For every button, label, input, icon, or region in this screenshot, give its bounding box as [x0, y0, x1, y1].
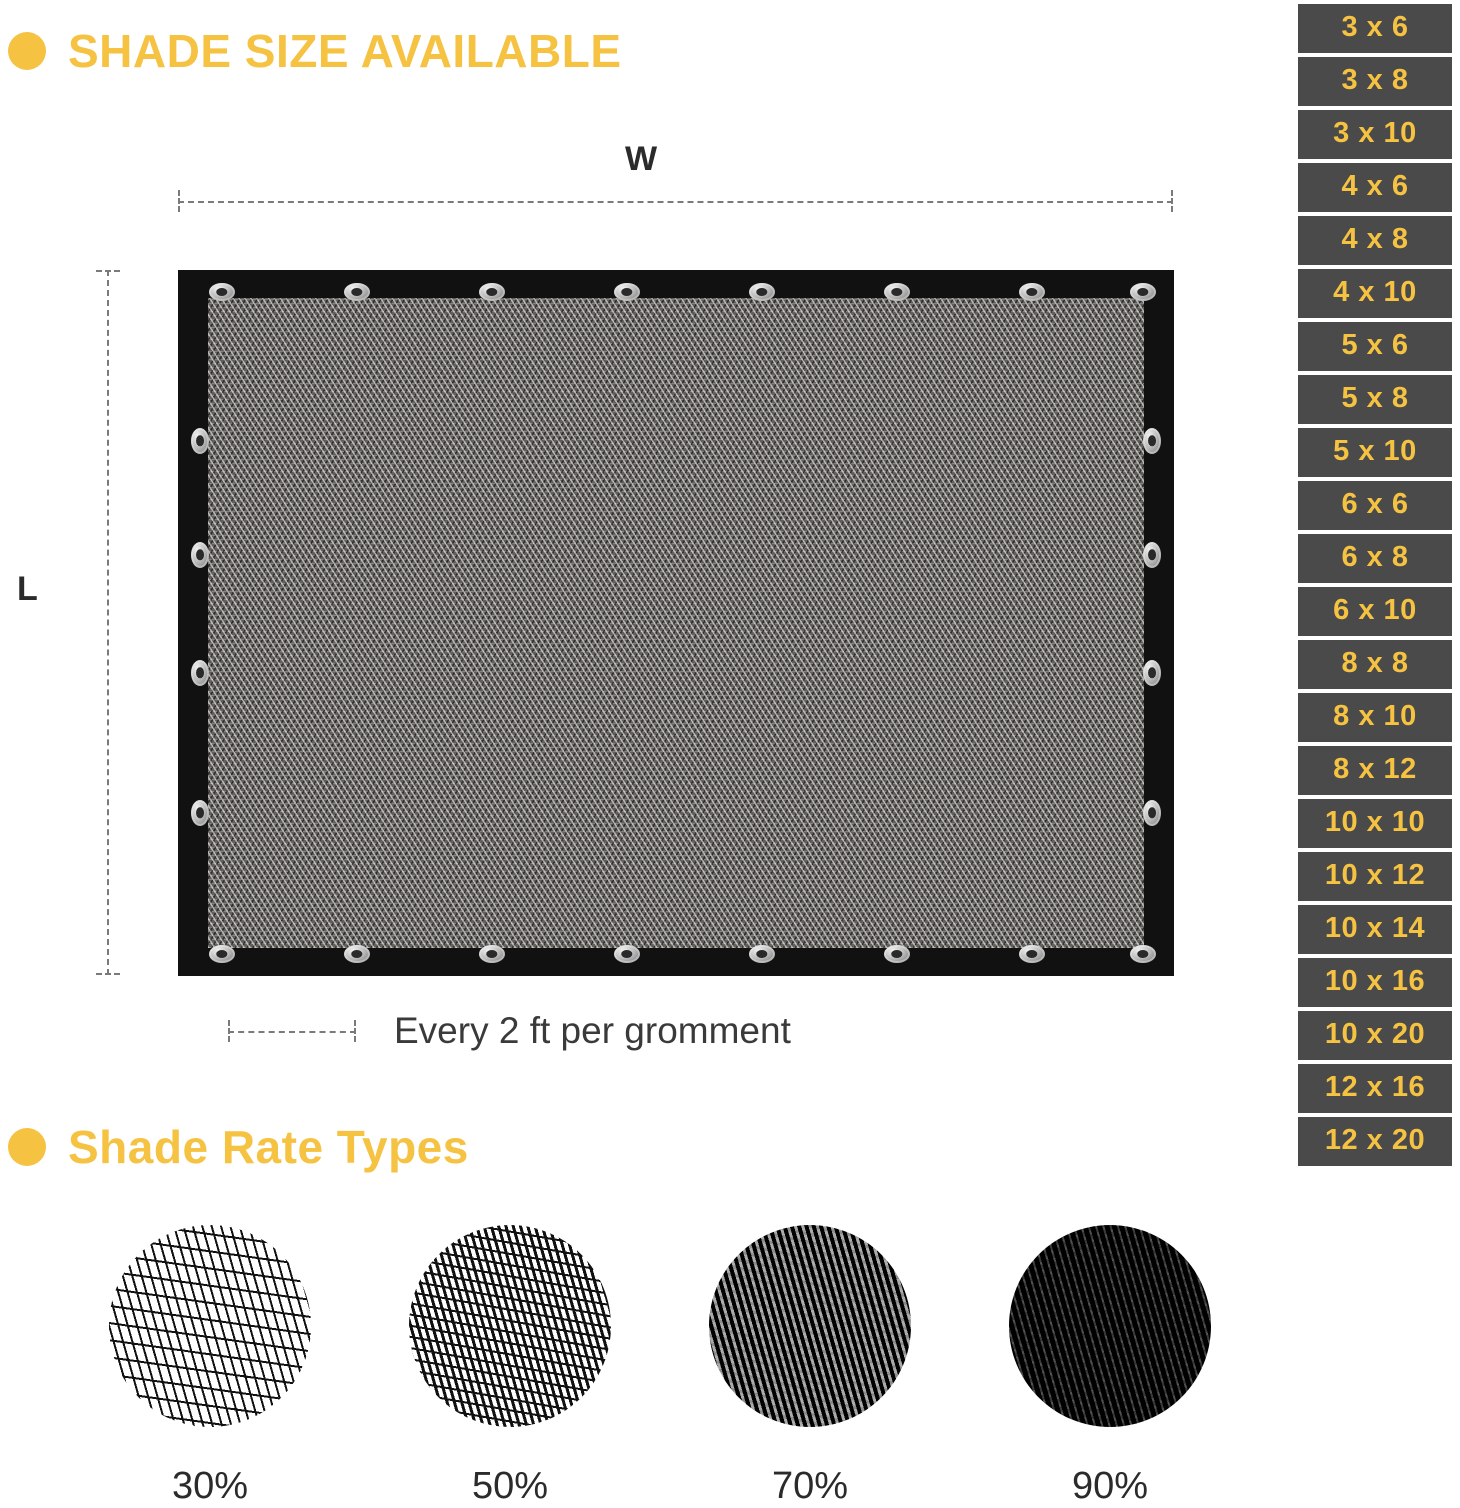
length-dimension-line: [96, 270, 120, 975]
size-chip: 4 x 10: [1298, 269, 1452, 318]
shade-rate-label: 70%: [771, 1465, 849, 1507]
grommet: [749, 283, 775, 301]
shade-rate-item: [360, 1225, 660, 1508]
size-chip: 10 x 12: [1298, 852, 1452, 901]
width-dimension-line: [178, 190, 1173, 212]
grommet: [1019, 283, 1045, 301]
size-chip: 6 x 10: [1298, 587, 1452, 636]
shade-rate-swatch-70: [709, 1225, 911, 1427]
grommet: [209, 945, 235, 963]
bullet-dot-icon: [8, 1128, 46, 1166]
shade-rate-label: 30%: [171, 1465, 249, 1507]
grommet: [1143, 542, 1161, 568]
grommet: [884, 283, 910, 301]
grommet: [191, 660, 209, 686]
grommet: [1143, 428, 1161, 454]
size-chip: 10 x 16: [1298, 958, 1452, 1007]
spacing-dash: [228, 1031, 356, 1033]
grommet: [1019, 945, 1045, 963]
grommet: [191, 542, 209, 568]
grommet: [614, 283, 640, 301]
size-chip: 4 x 8: [1298, 216, 1452, 265]
size-chip: 10 x 14: [1298, 905, 1452, 954]
grommet: [749, 945, 775, 963]
width-label: W: [625, 140, 658, 178]
shade-rate-label: 50%: [471, 1465, 549, 1507]
grommet: [191, 428, 209, 454]
bullet-dot-icon: [8, 32, 46, 70]
grommet: [344, 945, 370, 963]
grommet: [1130, 945, 1156, 963]
grommet-spacing-note: [228, 1010, 791, 1052]
grommet: [191, 800, 209, 826]
size-chip: 8 x 10: [1298, 693, 1452, 742]
grommet-spacing-label: Every 2 ft per gromment: [394, 1010, 791, 1051]
length-dimension-cap-bottom: [96, 973, 120, 975]
length-label: L: [17, 570, 38, 608]
shade-cloth-panel: [178, 270, 1174, 976]
size-chip: 5 x 8: [1298, 375, 1452, 424]
size-chip: 6 x 6: [1298, 481, 1452, 530]
grommet: [479, 283, 505, 301]
size-chip: 3 x 6: [1298, 4, 1452, 53]
grommet: [884, 945, 910, 963]
size-chip: 8 x 8: [1298, 640, 1452, 689]
grommet: [1130, 283, 1156, 301]
size-chip: 6 x 8: [1298, 534, 1452, 583]
size-chip: 3 x 8: [1298, 57, 1452, 106]
grommet: [1143, 660, 1161, 686]
heading-shade-size: [8, 24, 622, 78]
size-chip: 3 x 10: [1298, 110, 1452, 159]
size-chip: 5 x 6: [1298, 322, 1452, 371]
width-dimension-cap-right: [1171, 190, 1173, 212]
size-chip: 5 x 10: [1298, 428, 1452, 477]
grommet-spacing-dimension-line: [228, 1020, 356, 1042]
size-chip: 12 x 20: [1298, 1117, 1452, 1166]
shade-rate-item: [660, 1225, 960, 1508]
spacing-cap-right: [354, 1020, 356, 1042]
shade-rate-item: [60, 1225, 360, 1508]
shade-dimensions-diagram: [0, 130, 1240, 1090]
heading-shade-size-label: SHADE SIZE AVAILABLE: [68, 25, 622, 77]
shade-rate-swatch-50: [409, 1225, 611, 1427]
shade-size-list: [1298, 4, 1452, 1166]
shade-rate-label: 90%: [1071, 1465, 1149, 1507]
shade-rate-swatch-90: [1009, 1225, 1211, 1427]
grommet: [614, 945, 640, 963]
shade-rate-item: [960, 1225, 1260, 1508]
size-chip: 12 x 16: [1298, 1064, 1452, 1113]
size-chip: 8 x 12: [1298, 746, 1452, 795]
size-chip: 10 x 10: [1298, 799, 1452, 848]
grommet: [344, 283, 370, 301]
grommet: [479, 945, 505, 963]
grommet: [209, 283, 235, 301]
shade-rate-swatch-row: [60, 1225, 1260, 1508]
grommet: [1143, 800, 1161, 826]
size-chip: 10 x 20: [1298, 1011, 1452, 1060]
heading-shade-rate-label: Shade Rate Types: [68, 1121, 469, 1173]
length-dimension-dash: [107, 270, 109, 975]
size-chip: 4 x 6: [1298, 163, 1452, 212]
width-dimension-dash: [178, 201, 1173, 203]
shade-cloth-mesh-texture: [208, 298, 1144, 948]
shade-rate-swatch-30: [109, 1225, 311, 1427]
heading-shade-rate-types: [8, 1120, 469, 1174]
